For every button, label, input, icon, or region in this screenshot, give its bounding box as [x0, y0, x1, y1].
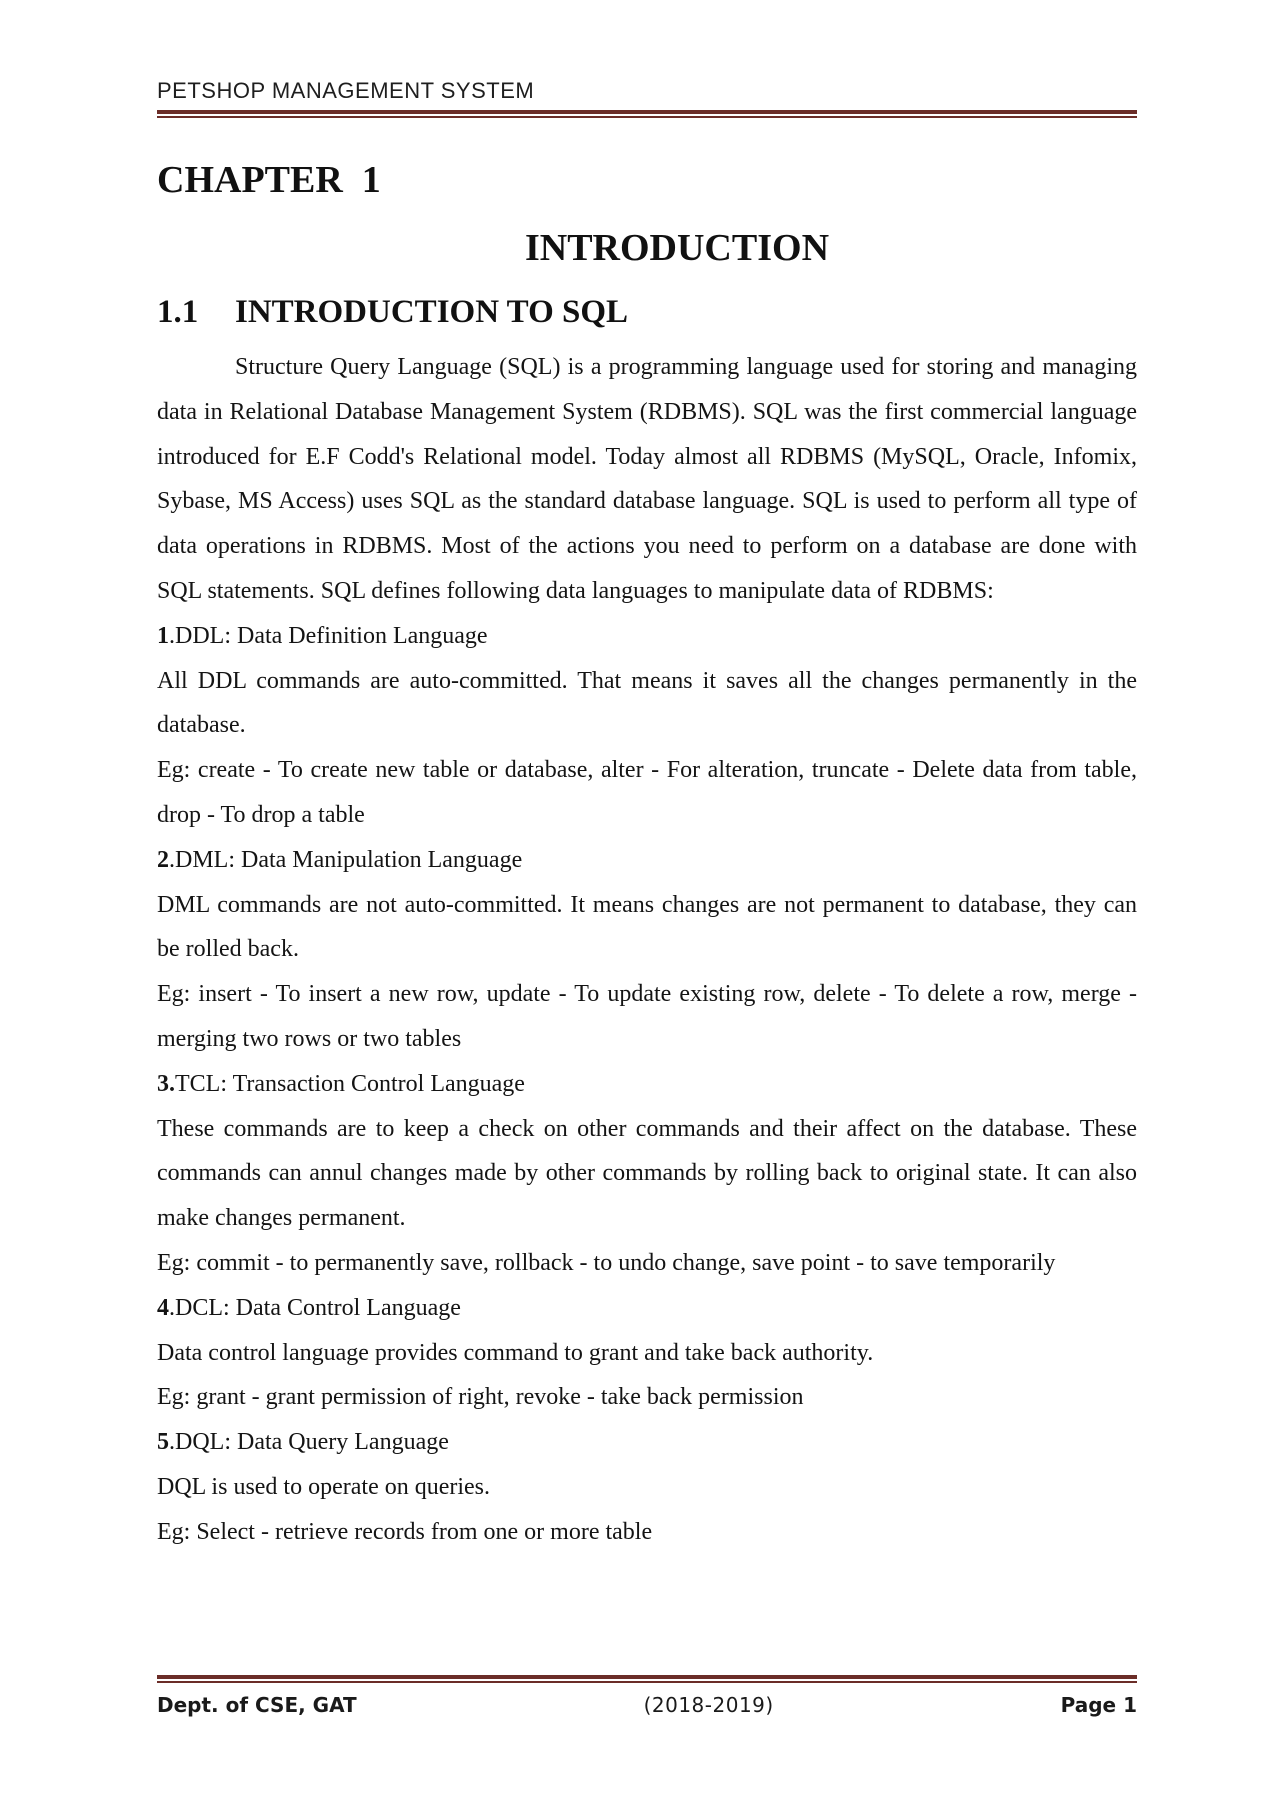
language-number: 1 [157, 622, 169, 649]
language-description: DQL is used to operate on queries. [157, 1473, 491, 1500]
language-heading-tcl [157, 1062, 1137, 1107]
language-example: Eg: create - To create new table or database, alter - For alteration, truncate - Delete data from table, drop - To drop a table [157, 757, 1137, 828]
footer-academic-year: (2018-2019) [643, 1693, 774, 1717]
body-text [157, 345, 1137, 1555]
header-rule-thin [157, 116, 1137, 118]
language-description: Data control language provides command to grant and take back authority. [157, 1339, 874, 1366]
footer-page-number: Page 1 [1060, 1693, 1137, 1717]
language-number: 3. [157, 1070, 175, 1097]
intro-paragraph: Structure Query Language (SQL) is a programming language used for storing and managing data in Relational Database Management System (RDBMS). SQL was the first commercial language introduced for E.F Codd's Relational model. Today almost all RDBMS (MySQL, Oracle, Infomix, Sybase, MS Access) uses SQL as the standard database language. SQL is used to perform all type of data operations in RDBMS. Most of the actions you need to perform on a database are done with SQL statements. SQL defines following data languages to manipulate data of RDBMS: [157, 354, 1137, 604]
chapter-heading: CHAPTER 1 [157, 159, 381, 201]
language-example: Eg: Select - retrieve records from one or more table [157, 1518, 653, 1545]
language-description: DML commands are not auto-committed. It means changes are not permanent to database, they can be rolled back. [157, 891, 1137, 963]
running-header-title: PETSHOP MANAGEMENT SYSTEM [157, 78, 535, 103]
main-title: INTRODUCTION [524, 227, 830, 269]
language-example: Eg: commit - to permanently save, rollback - to undo change, save point - to save temporarily [157, 1249, 1056, 1276]
header-rule-thick [157, 110, 1137, 114]
language-heading-dcl [157, 1286, 1137, 1331]
footer-rule-thick [157, 1675, 1137, 1679]
footer-row [157, 1693, 1137, 1717]
language-title: .DQL: Data Query Language [169, 1429, 449, 1456]
language-description: All DDL commands are auto-committed. That means it saves all the changes permanently in the database. [157, 667, 1137, 739]
page-footer [157, 1675, 1137, 1717]
language-heading-dql [157, 1420, 1137, 1465]
language-number: 2 [157, 846, 169, 873]
language-title: .DDL: Data Definition Language [169, 622, 488, 649]
language-number: 4 [157, 1294, 169, 1321]
footer-department: Dept. of CSE, GAT [157, 1693, 357, 1717]
section-number: 1.1 [157, 294, 199, 330]
page-header [157, 78, 1137, 118]
language-title: .DML: Data Manipulation Language [169, 846, 523, 873]
language-title: TCL: Transaction Control Language [175, 1070, 525, 1097]
section-title-text: INTRODUCTION TO SQL [235, 294, 629, 330]
language-example: Eg: insert - To insert a new row, update - To update existing row, delete - To delete a row, merge - merging two rows or two tables [157, 981, 1137, 1052]
language-example: Eg: grant - grant permission of right, revoke - take back permission [157, 1384, 804, 1411]
language-number: 5 [157, 1429, 169, 1456]
language-heading-ddl [157, 614, 1137, 659]
language-title: .DCL: Data Control Language [169, 1294, 461, 1321]
section-heading [157, 292, 628, 332]
language-heading-dml [157, 838, 1137, 883]
footer-rule-thin [157, 1681, 1137, 1683]
language-description: These commands are to keep a check on other commands and their affect on the database. These commands can annul changes made by other commands by rolling back to original state. It can also make changes permanent. [157, 1115, 1137, 1232]
